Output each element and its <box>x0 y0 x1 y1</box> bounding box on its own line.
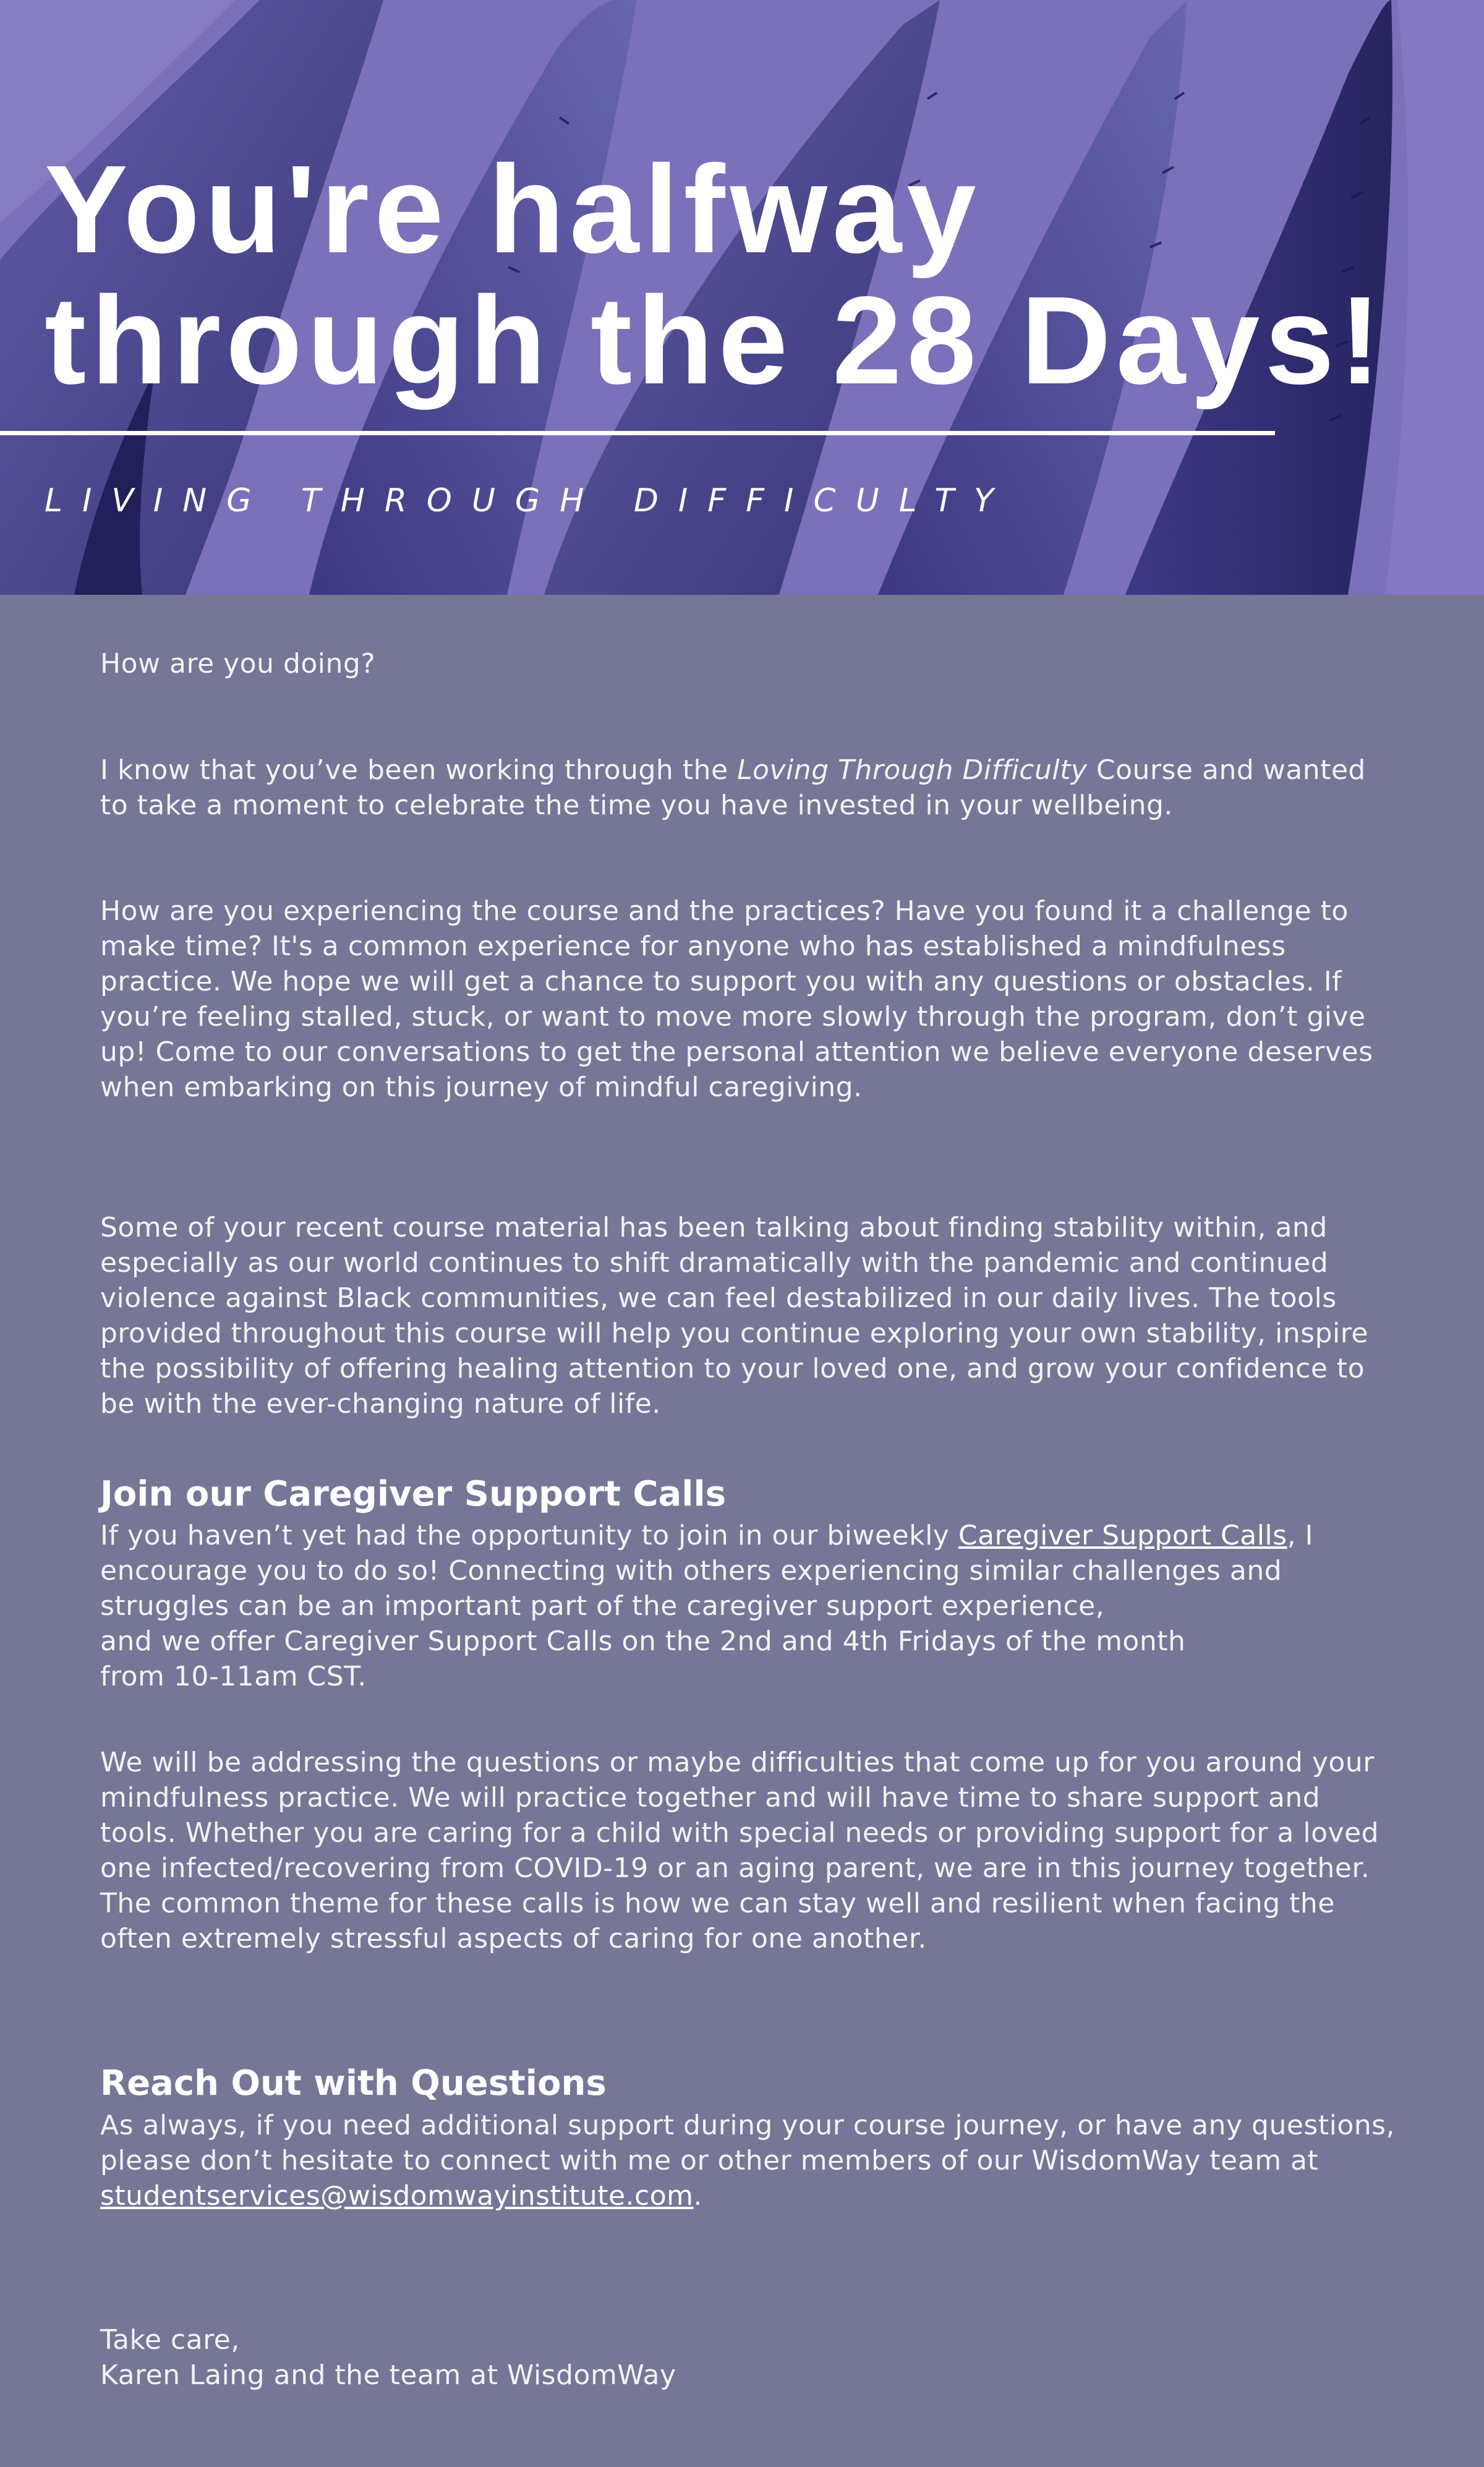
support-details-paragraph: We will be addressing the questions or maybe difficulties that come up for you around your mindfulness practice. We will practice together and will have time to share support and tools. Whether you are caring for a child with special needs or providing support for a loved one infected/recovering from COVID-19 or an aging parent, we are in this journey together. The common theme for these calls is how we can stay well and resilient when facing the often extremely stressful aspects of caring for one another. <box>100 1747 1380 1954</box>
stability-paragraph: Some of your recent course material has been talking about finding stability within, and especially as our world continues to shift dramatically with the pandemic and continued violence against Black communities, we can feel destabilized in our daily lives. The tools provided throughout this course will help you continue exploring your own stability, inspire the possibility of offering healing attention to your loved one, and grow your confidence to be with the ever-changing nature of life. <box>100 1212 1368 1420</box>
hero-title <box>45 139 1405 410</box>
hero-subtitle: LIVING THROUGH DIFFICULTY <box>45 482 1013 519</box>
support-calls-heading: Join our Caregiver Support Calls <box>100 1474 727 1514</box>
hero-banner <box>0 0 1484 595</box>
support-time-line: from 10-11am CST. <box>100 1661 367 1692</box>
intro-paragraph <box>100 752 1399 823</box>
signoff-line-1: Take care, <box>100 2324 240 2356</box>
student-services-email-link[interactable]: studentservices@wisdomwayinstitute.com <box>100 2180 694 2212</box>
hero-title-line-1: You're halfway <box>45 139 981 279</box>
intro-text-start: I know that you’ve been working through the <box>100 754 738 786</box>
signoff <box>100 2322 1399 2393</box>
signoff-line-2: Karen Laing and the team at WisdomWay <box>100 2359 676 2391</box>
support-schedule-line: and we offer Caregiver Support Calls on the 2nd and 4th Fridays of the month <box>100 1625 1186 1657</box>
support-text-end: , I encourage you to do so! Connecting with others experiencing similar challenges and struggles can be an important part of the caregiver support experience, <box>100 1520 1314 1622</box>
support-text-start: If you haven’t yet had the opportunity to join in our biweekly <box>100 1520 958 1551</box>
hero-divider <box>0 431 1275 435</box>
course-title: Loving Through Difficulty <box>737 754 1088 786</box>
questions-paragraph <box>100 2108 1399 2213</box>
greeting: How are you doing? <box>100 648 376 680</box>
support-calls-link[interactable]: Caregiver Support Calls <box>958 1520 1287 1551</box>
support-calls-paragraph <box>100 1518 1399 1694</box>
questions-heading: Reach Out with Questions <box>100 2063 607 2103</box>
intro-text-end: Course and wanted to take a moment to celebrate the time you have invested in your wellbeing. <box>100 754 1366 821</box>
hero-title-line-2: through the 28 Days! <box>45 270 1386 410</box>
course-experience-paragraph: How are you experiencing the course and the practices? Have you found it a challenge to make time? It's a common experience for anyone who has established a mindfulness practice. We hope we will get a chance to support you with any questions or obstacles. If you’re feeling stalled, stuck, or want to move more slowly through the program, don’t give up! Come to our conversations to get the personal attention we believe everyone deserves when embarking on this journey of mindful caregiving. <box>100 895 1373 1103</box>
questions-text: As always, if you need additional support during your course journey, or have any questions, please don’t hesitate to connect with me or other members of our WisdomWay team at <box>100 2110 1396 2176</box>
questions-period: . <box>693 2180 702 2212</box>
